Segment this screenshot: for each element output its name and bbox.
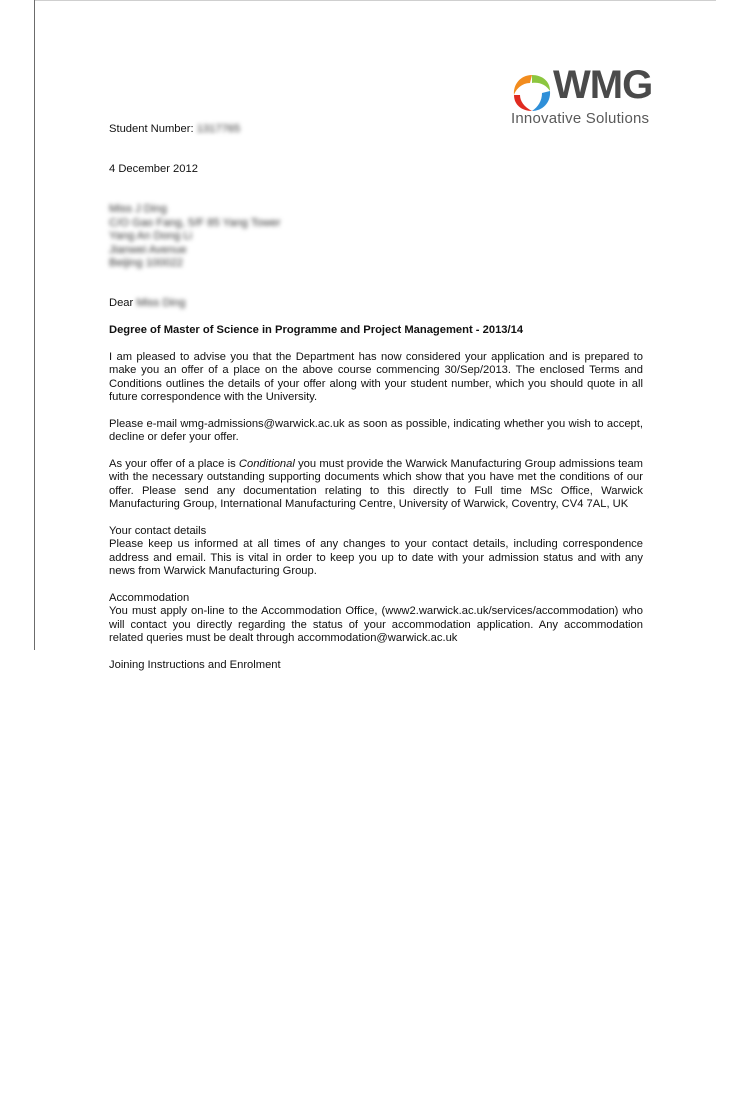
address-line: Yang An Dong Li (109, 230, 193, 243)
student-number-value: 1317765 (196, 123, 241, 135)
student-number-label: Student Number: (109, 123, 194, 135)
accommodation-heading: Accommodation (109, 592, 190, 605)
letter-page (35, 1, 716, 672)
wmg-logo-text: WMG (553, 63, 653, 107)
letter-subject: Degree of Master of Science in Programme and Project Management - 2013/14 (109, 323, 524, 336)
student-number-line (109, 123, 643, 136)
paragraph-email-reply: Please e-mail wmg-admissions@warwick.ac.uk as soon as possible, indicating whether you wish to accept, decline or defer your offer. (109, 417, 643, 444)
conditional-text-after: you must provide the Warwick Manufacturing Group admissions team with the necessary outstanding supporting documents which show that you have met the conditions of our offer. Please send any documentation relating to this directly to Full time MSc Office, Warwick Manufacturing Group, International Manufacturing Centre, University of Warwick, Coventry, CV4 7AL, UK (109, 458, 643, 511)
salutation-prefix: Dear (109, 297, 134, 310)
address-line: Miss J Ding (109, 203, 167, 216)
conditional-text-before: As your offer of a place is (109, 458, 239, 470)
address-line: Jianwei Avenue (109, 243, 187, 256)
conditional-italic: Conditional (238, 458, 295, 470)
letter-body (109, 123, 643, 672)
joining-instructions-heading: Joining Instructions and Enrolment (109, 659, 281, 672)
letter-date: 4 December 2012 (109, 163, 198, 176)
contact-details-heading: Your contact details (109, 525, 207, 538)
salutation-name: Miss Ding (136, 297, 186, 310)
paragraph-conditional (109, 458, 643, 512)
contact-details-body: Please keep us informed at all times of any changes to your contact details, including correspondence address and email. This is vital in order to keep you up to date with your admission status and with any news from Warwick Manufacturing Group. (109, 538, 643, 578)
recipient-address (109, 203, 643, 270)
wmg-logo (510, 63, 700, 127)
salutation (109, 297, 643, 310)
wmg-logo-tagline: Innovative Solutions (511, 110, 650, 127)
accommodation-body: You must apply on-line to the Accommodation Office, (www2.warwick.ac.uk/services/accommodation) who will contact you directly regarding the status of your accommodation application. Any accommodation related queries must be dealt through accommodation@warwick.ac.uk (109, 605, 643, 645)
wmg-swirl-icon (510, 71, 554, 113)
paragraph-offer: I am pleased to advise you that the Department has now considered your application and is prepared to make you an offer of a place on the above course commencing 30/Sep/2013. The enclosed Terms and Conditions outlines the details of your offer along with your student number, which you should quote in all future correspondence with the University. (109, 350, 643, 403)
address-line: C/O Gao Fang, 5/F 85 Yang Tower (109, 216, 281, 229)
address-line: Beijing 100022 (109, 257, 184, 269)
